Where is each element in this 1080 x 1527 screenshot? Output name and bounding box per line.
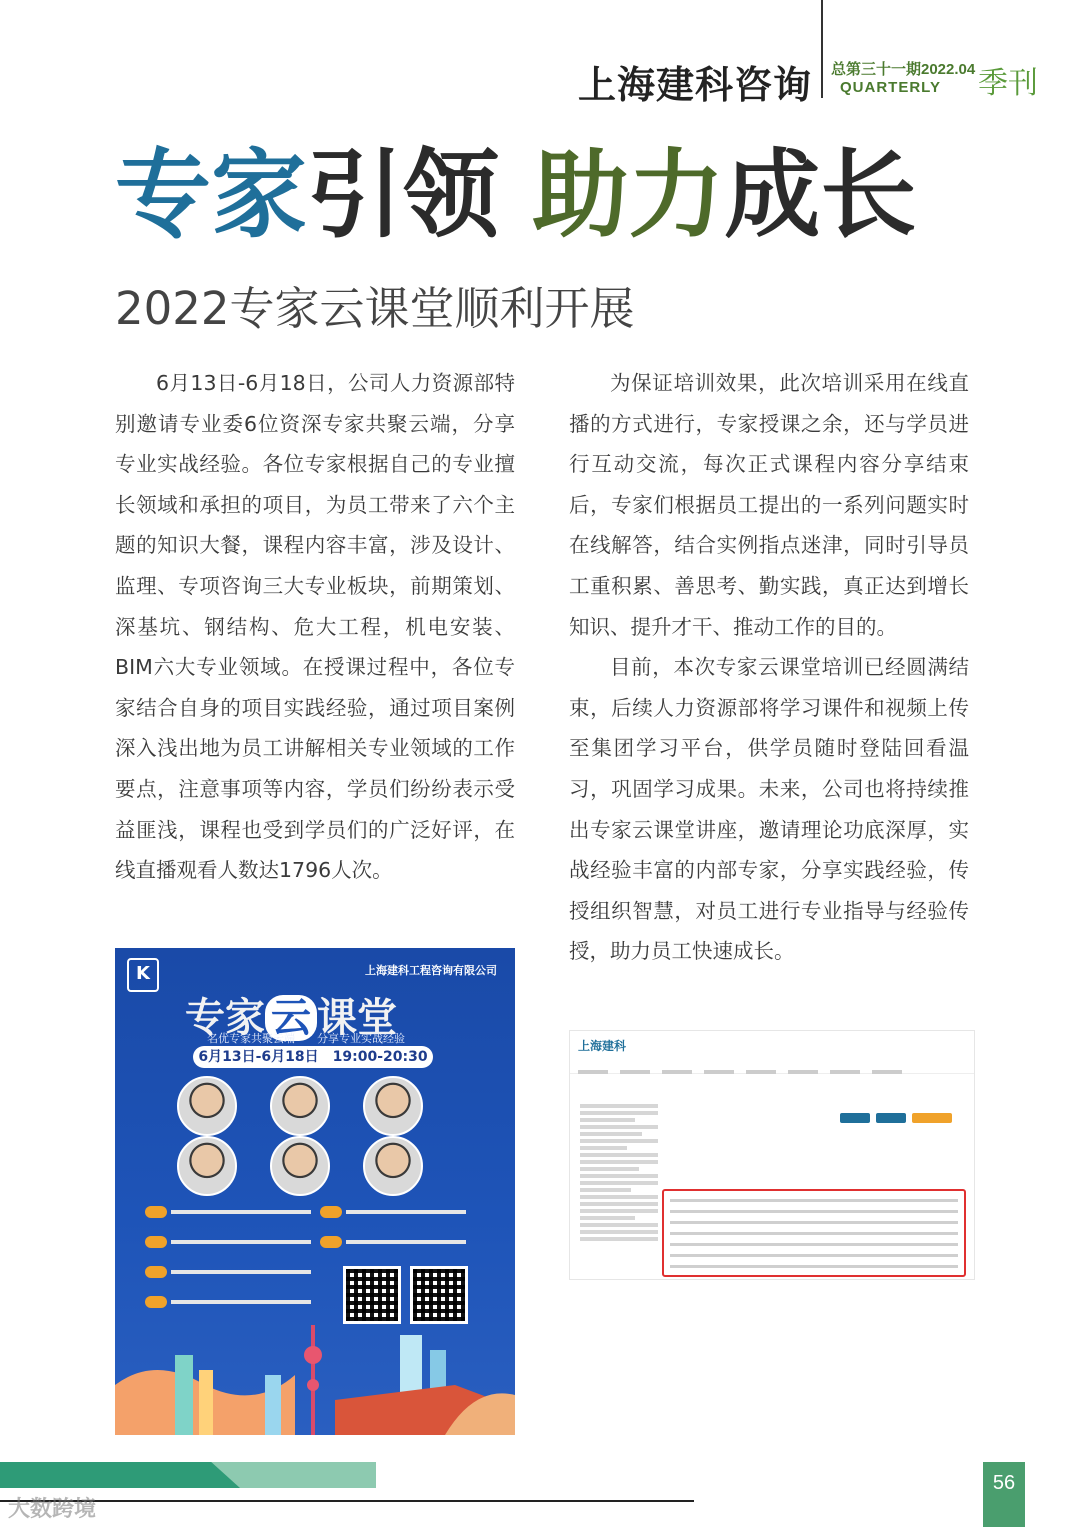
article-left-column [115, 363, 515, 891]
article-paragraph: 6月13日-6月18日，公司人力资源部特别邀请专业委6位资深专家共聚云端，分享专业实战经验。各位专家根据自己的专业擅长领域和承担的项目，为员工带来了六个主题的知识大餐，课程内容丰富，涉及设计、监理、专项咨询三大专业板块，前期策划、深基坑、钢结构、危大工程，机电安装、BIM六大专业领域。在授课过程中，各位专家结合自身的项目实践经验，通过项目案例深入浅出地为员工讲解相关专业领域的工作要点，注意事项等内容，学员们纷纷表示受益匪浅，课程也受到学员们的广泛好评，在线直播观看人数达1796人次。 [115, 371, 515, 883]
headline-part-2: 引领 [307, 139, 533, 251]
expert-photo [177, 1076, 237, 1136]
screenshot-highlighted-table [662, 1189, 966, 1277]
magazine-title: 上海建科咨询 [578, 63, 813, 107]
periodical-label: 季刊 [978, 66, 1038, 101]
poster-date: 6月13日-6月18日 19:00-20:30 [193, 1046, 433, 1068]
subheadline: 2022专家云课堂顺利开展 [115, 282, 635, 335]
topic-item [320, 1231, 466, 1245]
header-divider [821, 0, 823, 98]
headline-part-4: 成长 [724, 139, 917, 251]
screenshot-logo: 上海建科 [578, 1039, 627, 1053]
article-paragraph: 目前，本次专家云课堂培训已经圆满结束，后续人力资源部将学习课件和视频上传至集团学习平台，供学员随时登陆回看温习，巩固学习成果。未来，公司也将持续推出专家云课堂讲座，邀请理论功底深厚，实战经验丰富的内部专家，分享实践经验，传授组织智慧，对员工进行专业指导与经验传授，助力员工快速成长。 [569, 655, 969, 964]
topic-item [145, 1261, 311, 1275]
poster-logo: K [127, 958, 159, 992]
headline-part-3: 助力 [532, 139, 725, 251]
poster-title-b: 云 [265, 995, 317, 1041]
quarterly-label: QUARTERLY [840, 79, 941, 96]
screenshot-button [912, 1113, 952, 1123]
issue-number: 总第三十一期2022.04 [831, 61, 976, 78]
expert-photo [363, 1136, 423, 1196]
headline [115, 139, 917, 251]
topic-item [320, 1201, 466, 1215]
poster-title-a: 专家 [185, 995, 265, 1041]
poster-title-c: 课堂 [317, 995, 397, 1041]
topic-item [145, 1231, 311, 1245]
screenshot-nav [570, 1059, 974, 1074]
platform-screenshot [569, 1030, 975, 1280]
event-poster [115, 948, 515, 1435]
headline-part-1: 专家 [115, 139, 307, 251]
city-skyline [115, 1315, 515, 1435]
article-paragraph: 为保证培训效果，此次培训采用在线直播的方式进行，专家授课之余，还与学员进行互动交流，每次正式课程内容分享结束后，专家们根据员工提出的一系列问题实时在线解答，结合实例指点迷津，同时引导员工重积累、善思考、勤实践，真正达到增长知识、提升才干、推动工作的目的。 [569, 371, 969, 639]
watermark: 大数跨境 [8, 1497, 97, 1522]
page-number: 56 [992, 1472, 1016, 1494]
expert-photo [270, 1136, 330, 1196]
expert-photo [363, 1076, 423, 1136]
topic-item [145, 1201, 311, 1215]
expert-photo [177, 1136, 237, 1196]
footer-rule [0, 1500, 694, 1502]
screenshot-button [876, 1113, 906, 1123]
poster-company: 上海建科工程咨询有限公司 [365, 964, 497, 977]
screenshot-button [840, 1113, 870, 1123]
footer-band-dark [0, 1462, 240, 1488]
expert-photo [270, 1076, 330, 1136]
article-right-column [569, 363, 969, 972]
screenshot-sidebar [580, 1101, 658, 1271]
poster-subtitle: 名优专家共聚云端 分享专业实战经验 [207, 1032, 405, 1045]
topic-item [145, 1291, 311, 1305]
